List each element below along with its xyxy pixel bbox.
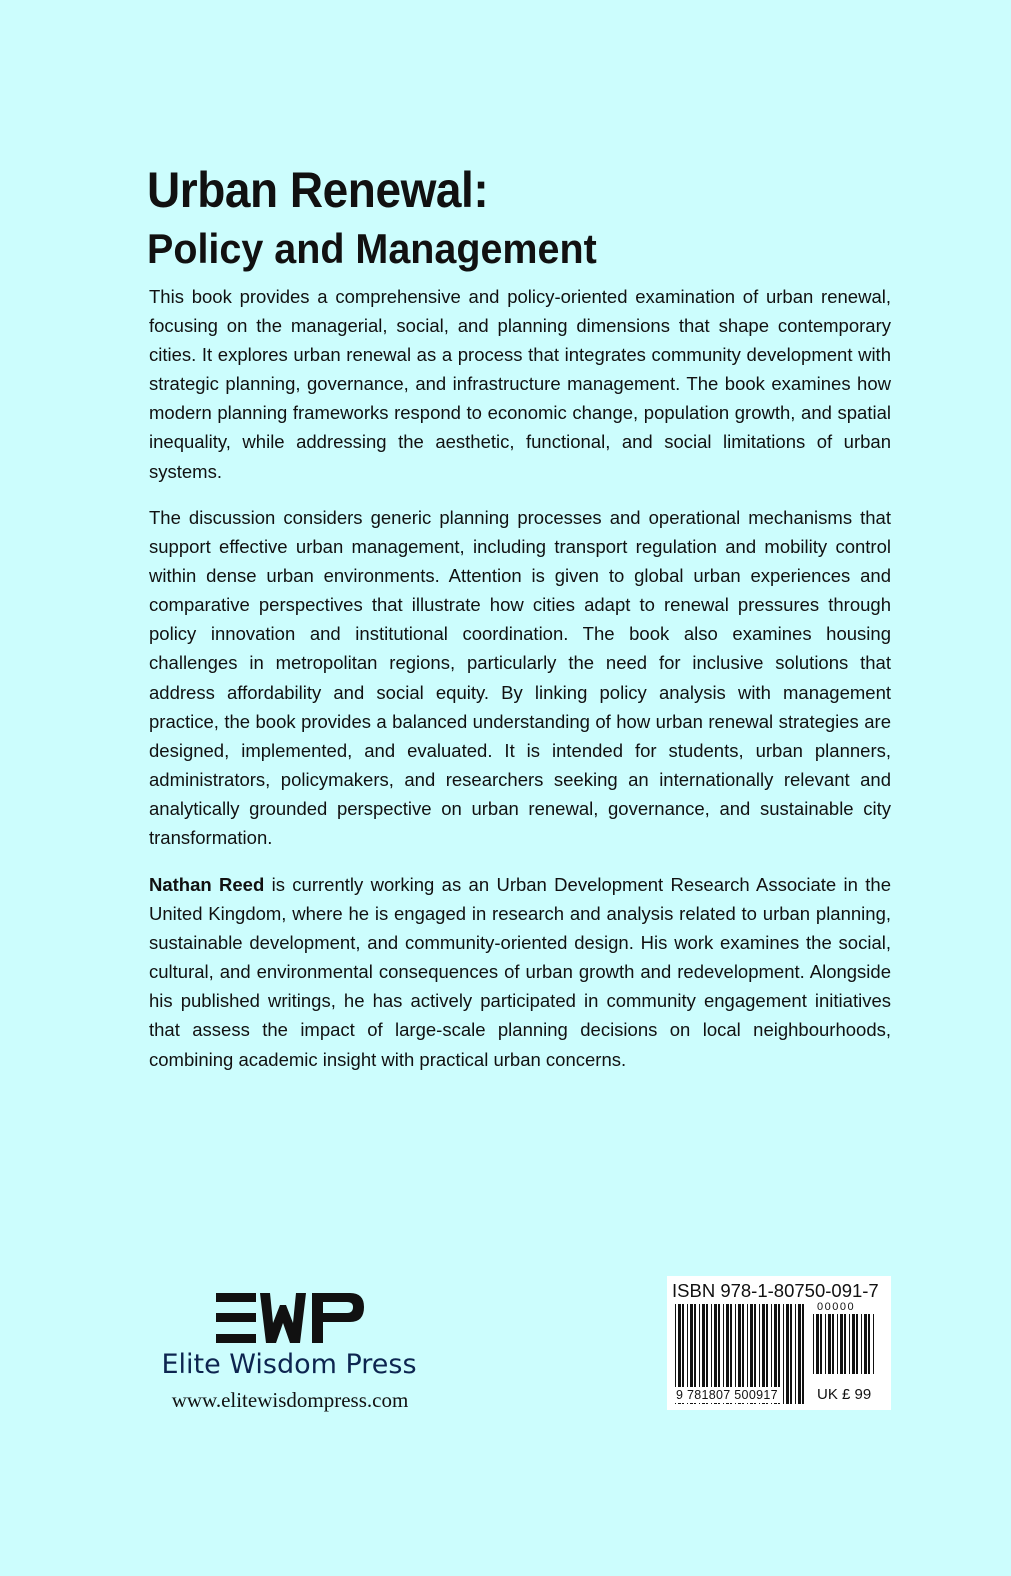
barcode-bar xyxy=(849,1314,850,1374)
publisher-name: Elite Wisdom Press xyxy=(161,1349,417,1380)
barcode-bar xyxy=(856,1314,858,1374)
barcode-bar xyxy=(802,1304,804,1404)
barcode-bar xyxy=(840,1314,843,1374)
barcode-bar xyxy=(861,1314,862,1374)
publisher-logo xyxy=(216,1293,364,1343)
barcode-bar xyxy=(832,1314,834,1374)
book-subtitle: Policy and Management xyxy=(147,225,597,272)
barcode-bar xyxy=(873,1314,874,1374)
barcode-bar xyxy=(790,1304,792,1404)
price-label: UK £ 99 xyxy=(817,1386,872,1403)
barcode-bar xyxy=(786,1304,789,1404)
isbn-number: ISBN 978-1-80750-091-7 xyxy=(672,1280,879,1301)
barcode-bar xyxy=(816,1314,819,1374)
description-paragraph-1: This book provides a comprehensive and policy-oriented examination of urban renewal, focusing on the managerial, social, and planning dimensions that shape contemporary cities. It explores urban renewal as a process that integrates community development with strategic planning, governance, and infrastructure management. The book examines how modern planning frameworks respond to economic change, population growth, and spatial inequality, while addressing the aesthetic, functional, and social limitations of urban systems. xyxy=(149,286,891,482)
author-name: Nathan Reed xyxy=(149,874,265,895)
barcode-bar xyxy=(844,1314,846,1374)
barcode-bar xyxy=(852,1314,855,1374)
barcode-bar xyxy=(825,1314,826,1374)
barcode-bar xyxy=(813,1314,814,1374)
barcode-digits: 9 781807 500917 xyxy=(673,1387,781,1403)
barcode-bar xyxy=(837,1314,838,1374)
author-bio-text: is currently working as an Urban Development Research Associate in the United Kingdom, where he is engaged in research and analysis related to urban planning, sustainable development, and community-oriented design. His work examines the social, cultural, and environmental consequences of urban growth and redevelopment. Alongside his published writings, he has actively participated in community engagement initiatives that assess the impact of large-scale planning decisions on local neighbourhoods, combining academic insight with practical urban concerns. xyxy=(149,874,891,1070)
author-bio xyxy=(149,870,891,1074)
barcode-bar xyxy=(798,1304,801,1404)
barcode-bar xyxy=(795,1304,796,1404)
barcode-bar xyxy=(783,1304,784,1404)
isbn-barcode xyxy=(667,1276,891,1410)
publisher-url: www.elitewisdompress.com xyxy=(171,1388,409,1412)
barcode-addon-digits: 00000 xyxy=(817,1301,856,1313)
description-paragraph-2: The discussion considers generic planning processes and operational mechanisms that support effective urban management, including transport regulation and mobility control within dense urban environments. Attention is given to global urban experiences and comparative perspectives that illustrate how cities adapt to renewal pressures through policy innovation and institutional coordination. The book also examines housing challenges in metropolitan regions, particularly the need for inclusive solutions that address affordability and social equity. By linking policy analysis with management practice, the book provides a balanced understanding of how urban renewal strategies are designed, implemented, and evaluated. It is intended for students, urban planners, administrators, policymakers, and researchers seeking an internationally relevant and analytically grounded perspective on urban renewal, governance, and sustainable city transformation. xyxy=(149,507,891,849)
barcode-bar xyxy=(864,1314,867,1374)
barcode-bar xyxy=(820,1314,822,1374)
book-title: Urban Renewal: xyxy=(147,162,489,218)
barcode-addon-bars xyxy=(813,1314,875,1374)
barcode-bar xyxy=(868,1314,870,1374)
barcode-bar xyxy=(828,1314,831,1374)
